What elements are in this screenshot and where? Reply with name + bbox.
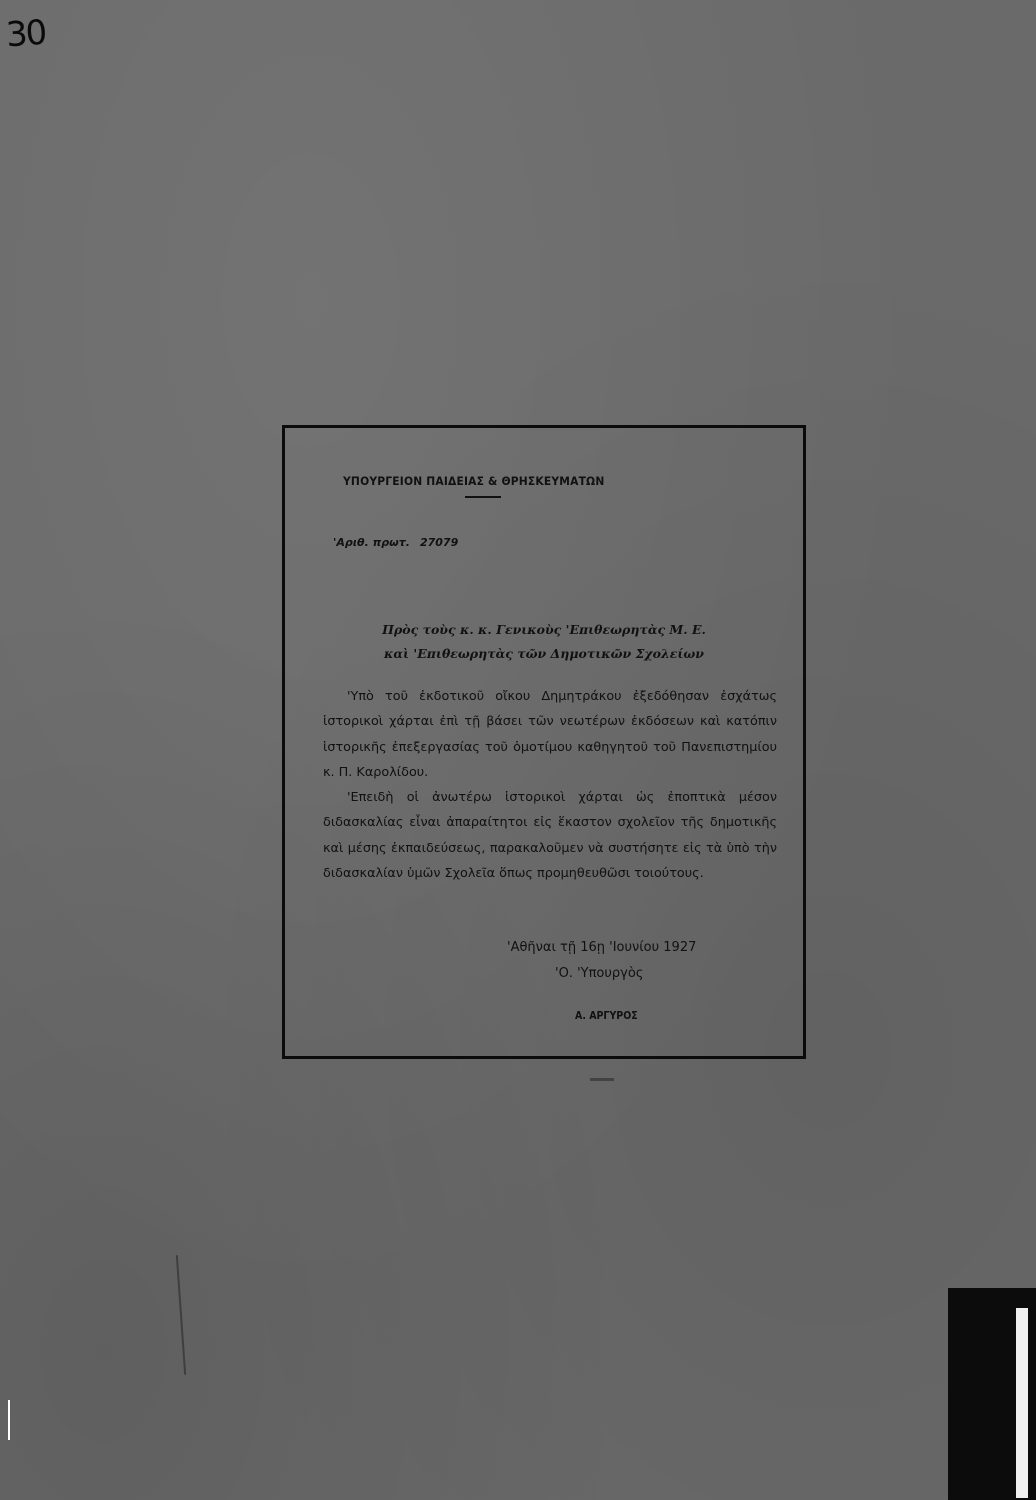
addressee [285, 618, 803, 666]
addressee-line-2: καὶ 'Επιθεωρητὰς τῶν Δημοτικῶν Σχολείων [384, 646, 704, 661]
signatory-title: 'Ο. 'Υπουργὸς [555, 966, 644, 981]
protocol-label: 'Αριθ. πρωτ. [333, 536, 410, 549]
body-paragraph-2: 'Επειδὴ οἱ ἀνωτέρω ἱστορικοὶ χάρται ὡς ἐποπτικὰ μέσον διδασκαλίας εἶναι ἀπαραίτητοι εἰς ἕκαστον σχολεῖον τῆς δημοτικῆς καὶ μέσης ἐκπαιδεύσεως, παρακαλοῦμεν νὰ συστήσητε εἰς τὰ ὑπὸ τὴν διδασκαλίαν ὑμῶν Σχολεῖα ὅπως προμηθευθῶσι τοιούτους. [323, 790, 777, 882]
ministry-notice [282, 425, 806, 1059]
notice-body [323, 684, 777, 886]
body-paragraph-1: 'Υπὸ τοῦ ἐκδοτικοῦ οἴκου Δημητράκου ἐξεδόθησαν ἐσχάτως ἱστορικοὶ χάρται ἐπὶ τῇ βάσει τῶν νεωτέρων ἐκδόσεων καὶ κατόπιν ἱστορικῆς ἐπεξεργασίας τοῦ ὁμοτίμου καθηγητοῦ τοῦ Πανεπιστημίου κ. Π. Καρολίδου. [323, 689, 777, 780]
binding-mark [8, 1400, 10, 1440]
page-number-handwritten: 30 [4, 12, 47, 56]
protocol-line [333, 536, 458, 549]
paper-crease [590, 1078, 614, 1081]
paper-crease [176, 1255, 186, 1375]
protocol-number: 27079 [419, 536, 459, 549]
heading-rule [465, 496, 501, 498]
addressee-line-1: Πρὸς τοὺς κ. κ. Γενικοὺς 'Επιθεωρητὰς Μ. Ε. [382, 622, 706, 637]
scan-edge-shadow [948, 1288, 1036, 1500]
signatory-name: Α. ΑΡΓΥΡΟΣ [575, 1010, 638, 1022]
ministry-heading: ΥΠΟΥΡΓΕΙΟΝ ΠΑΙΔΕΙΑΣ & ΘΡΗΣΚΕΥΜΑΤΩΝ [343, 474, 605, 488]
date-line: 'Αθῆναι τῇ 16ῃ 'Ιουνίου 1927 [507, 940, 697, 955]
